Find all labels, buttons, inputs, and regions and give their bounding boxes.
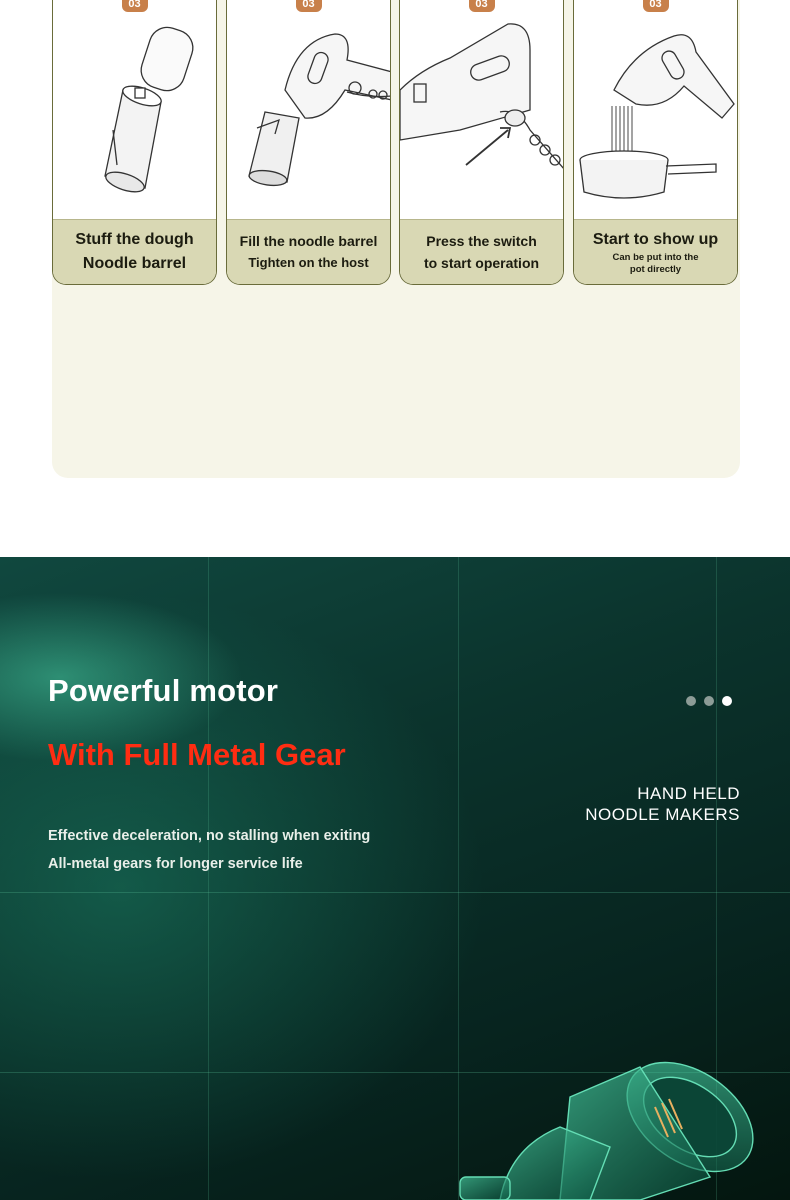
step-caption-4 <box>574 219 737 284</box>
step-title: Press the switch <box>426 233 537 249</box>
press-switch-icon <box>400 0 564 222</box>
hero-title: Powerful motor <box>48 673 279 708</box>
carousel-dot-3[interactable] <box>722 696 732 706</box>
grid-line <box>208 557 209 1200</box>
carousel-dots <box>686 696 732 706</box>
step-subtitle: Tighten on the host <box>248 255 369 270</box>
brand-line-1: HAND HELD <box>637 784 740 803</box>
hero-desc-2: All-metal gears for longer service life <box>48 856 303 872</box>
step-badge: 03 <box>469 0 495 12</box>
noodle-pot-icon <box>574 0 738 222</box>
step-card-1 <box>52 0 217 285</box>
step-note: Can be put into the <box>612 252 699 263</box>
brand-line-2: NOODLE MAKERS <box>585 805 740 824</box>
dough-barrel-icon <box>53 0 217 222</box>
carousel-dot-1[interactable] <box>686 696 696 706</box>
step-caption-3 <box>400 219 563 284</box>
step-subtitle: to start operation <box>423 255 540 271</box>
step-badge: 03 <box>122 0 148 12</box>
step-card-4 <box>573 0 738 285</box>
noodle-gun-icon <box>227 0 391 222</box>
step-card-3 <box>399 0 564 285</box>
hero-banner <box>0 557 790 1200</box>
step-badge: 03 <box>643 0 669 12</box>
step-title: Start to show up <box>592 231 719 248</box>
step-caption-1 <box>53 219 216 284</box>
step-note: pot directly <box>629 264 682 275</box>
carousel-dot-2[interactable] <box>704 696 714 706</box>
grid-line <box>0 892 790 893</box>
step-caption-2 <box>227 219 390 284</box>
brand-block <box>585 783 740 825</box>
metal-gear-motor-icon <box>440 1027 780 1200</box>
step-subtitle: Noodle barrel <box>82 255 187 272</box>
hero-subtitle: With Full Metal Gear <box>48 737 346 772</box>
step-badge: 03 <box>296 0 322 12</box>
step-card-2 <box>226 0 391 285</box>
step-title: Stuff the dough <box>75 231 194 248</box>
hero-desc-1: Effective deceleration, no stalling when exiting <box>48 828 371 844</box>
step-title: Fill the noodle barrel <box>239 233 378 249</box>
